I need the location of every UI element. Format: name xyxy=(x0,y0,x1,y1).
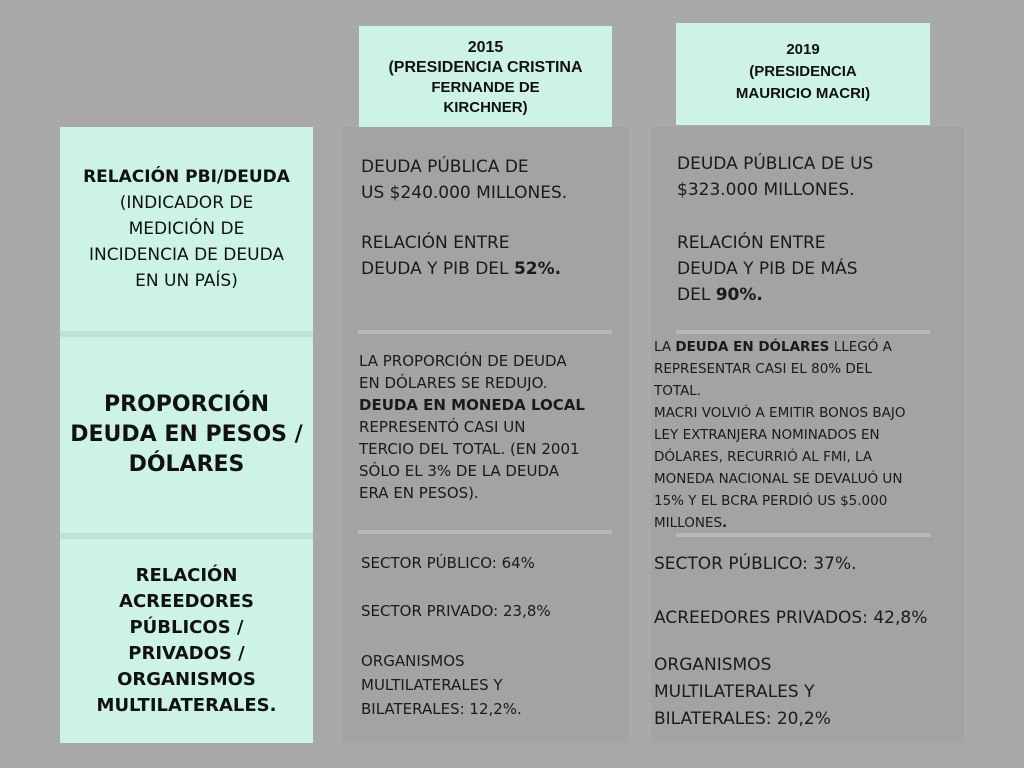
row-divider-2019-1 xyxy=(676,330,930,334)
row1-2015-debt: DEUDA PÚBLICA DE US $240.000 MILLONES. xyxy=(361,157,568,203)
row3-2015-multilateral: ORGANISMOS MULTILATERALES Y BILATERALES: 12,2%. xyxy=(361,652,522,718)
row2-2015-text xyxy=(359,350,627,504)
row1-2015-ratio xyxy=(361,230,621,282)
header-2015-line1: (PRESIDENCIA CRISTINA xyxy=(388,59,583,76)
row-divider-2015-1 xyxy=(358,330,612,334)
row2-2015-intro: LA PROPORCIÓN DE DEUDA EN DÓLARES SE REDUJO. xyxy=(359,352,567,392)
row2-2015-detail: REPRESENTÓ CASI UN TERCIO DEL TOTAL. (EN 2001 SÓLO EL 3% DE LA DEUDA ERA EN PESOS). xyxy=(359,418,580,502)
row1-label xyxy=(60,127,313,331)
row1-2015-ratio-value: 52%. xyxy=(513,259,562,279)
row1-2015-ratio-text: RELACIÓN ENTRE DEUDA Y PIB DEL xyxy=(361,233,510,279)
row3-2019-private: ACREEDORES PRIVADOS: 42,8% xyxy=(654,608,928,628)
row2-2019-highlight: DEUDA EN DÓLARES xyxy=(675,339,830,355)
header-2015-year: 2015 xyxy=(467,39,504,56)
row3-2015-private: SECTOR PRIVADO: 23,8% xyxy=(361,602,551,620)
row2-label-text: PROPORCIÓN DEUDA EN PESOS / DÓLARES xyxy=(70,392,303,477)
row1-2019-debt: DEUDA PÚBLICA DE US $323.000 MILLONES. xyxy=(677,154,874,200)
row3-2019-public: SECTOR PÚBLICO: 37%. xyxy=(654,554,857,574)
row2-2019-text xyxy=(654,336,960,534)
row3-label-text: RELACIÓN ACREEDORES PÚBLICOS / PRIVADOS / ORGANISMOS MULTILATERALES. xyxy=(96,565,277,716)
header-2015-line3: KIRCHNER) xyxy=(443,99,528,116)
row2-2019-end: . xyxy=(722,515,728,531)
row2-2015-highlight: DEUDA EN MONEDA LOCAL xyxy=(359,396,585,414)
row1-2019-ratio-value: 90%. xyxy=(715,285,763,305)
row2-2019-pre: LA xyxy=(654,339,676,355)
header-2019 xyxy=(676,23,930,125)
row2-2019-detail: LLEGÓ A REPRESENTAR CASI EL 80% DEL TOTAL. MACRI VOLVIÓ A EMITIR BONOS BAJO LEY EXTRANJERA NOMINADOS EN DÓLARES, RECURRIÓ AL FMI, LA MONEDA NACIONAL SE DEVALUÓ UN 15% Y EL BCRA PERDIÓ US $5.000 MILLONES xyxy=(654,339,906,531)
header-2019-line1: (PRESIDENCIA xyxy=(749,63,857,80)
row1-label-title: RELACIÓN PBI/DEUDA xyxy=(83,167,290,187)
row3-2019-multilateral: ORGANISMOS MULTILATERALES Y BILATERALES: 20,2% xyxy=(654,655,831,729)
header-2015 xyxy=(359,26,612,127)
row1-2019-ratio-text: RELACIÓN ENTRE DEUDA Y PIB DE MÁS DEL xyxy=(677,233,858,305)
row1-2019-ratio xyxy=(677,230,947,308)
row3-2015-public: SECTOR PÚBLICO: 64% xyxy=(361,554,535,572)
header-2019-year: 2019 xyxy=(786,41,820,58)
header-2015-line2: FERNANDE DE xyxy=(431,79,540,96)
row3-label xyxy=(60,539,313,743)
header-2019-line2: MAURICIO MACRI) xyxy=(735,85,871,102)
row-divider-2015-2 xyxy=(358,530,612,534)
row2-label xyxy=(60,337,313,533)
row1-label-desc: (INDICADOR DE MEDICIÓN DE INCIDENCIA DE DEUDA EN UN PAÍS) xyxy=(88,193,284,291)
